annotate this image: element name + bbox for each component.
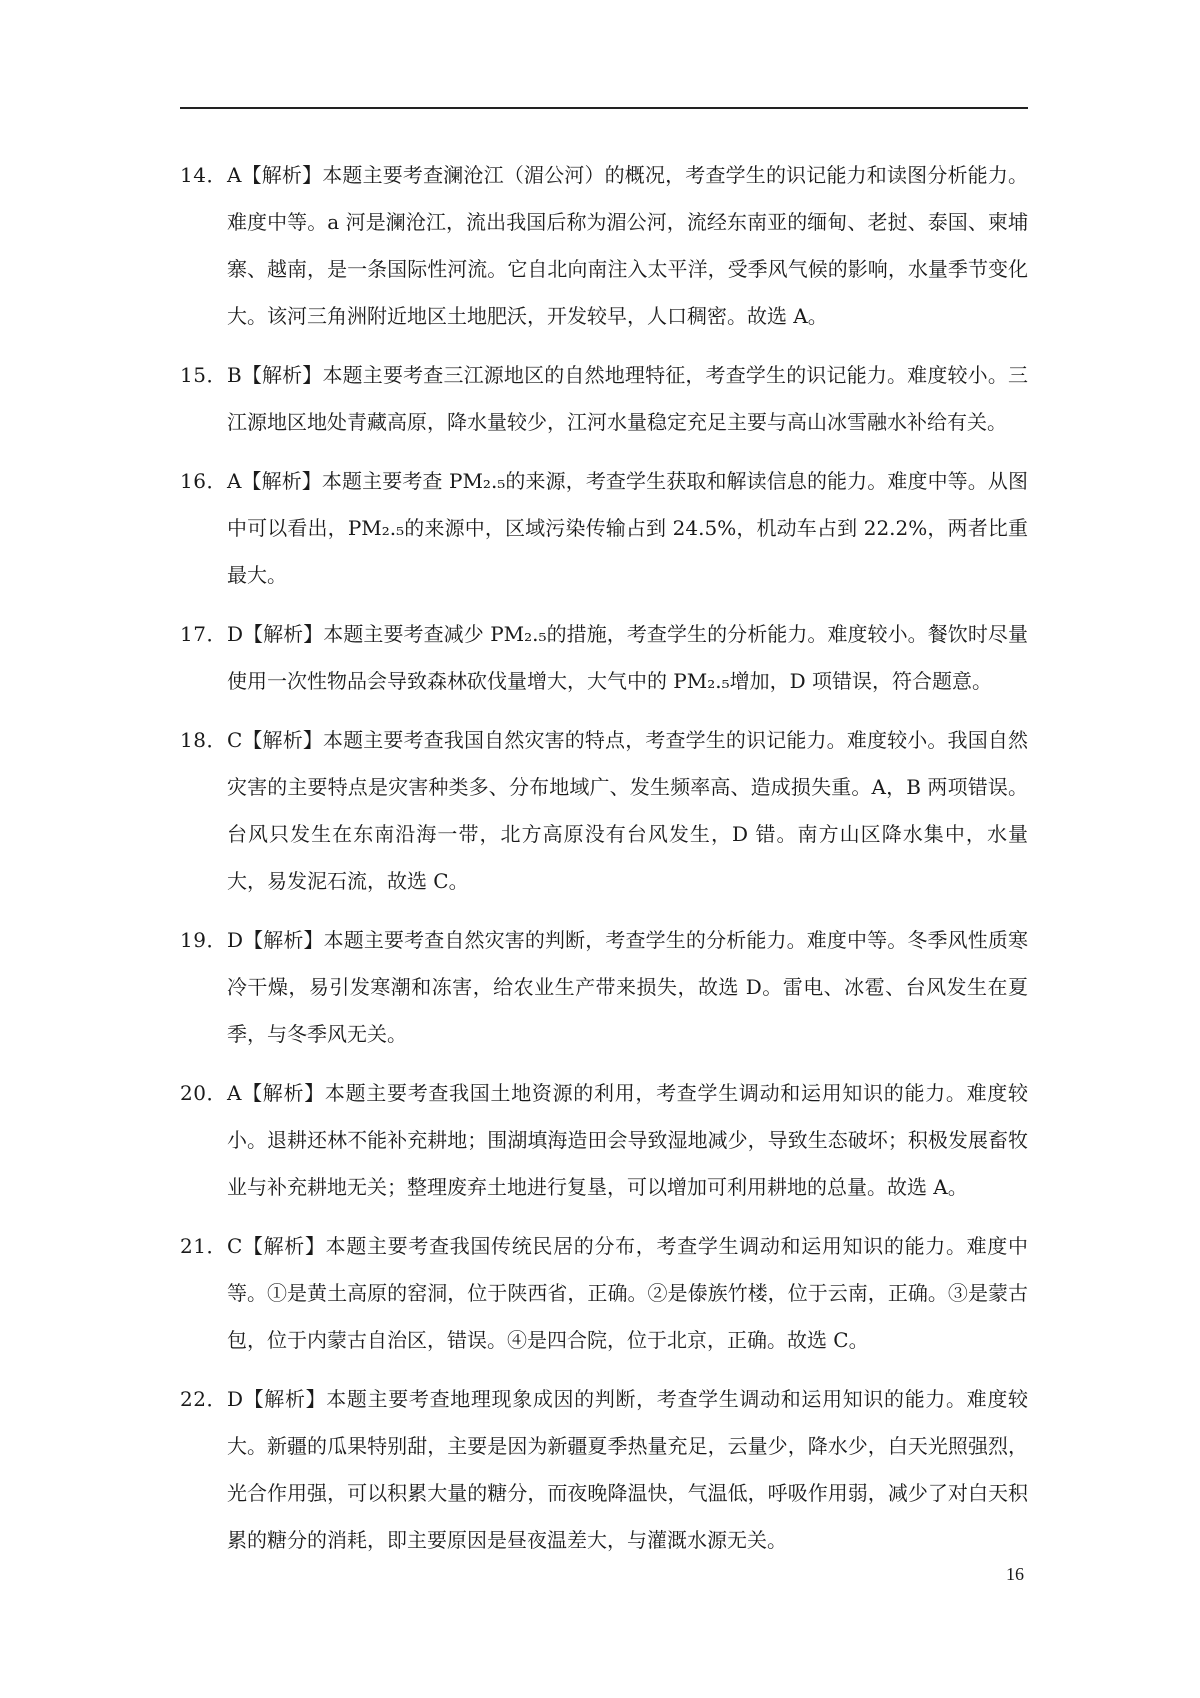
answer-item-21 xyxy=(180,1223,1028,1364)
answer-text: C【解析】本题主要考查我国传统民居的分布，考查学生调动和运用知识的能力。难度中等。①是黄土高原的窑洞，位于陕西省，正确。②是傣族竹楼，位于云南，正确。③是蒙古包，位于内蒙古自治区，错误。④是四合院，位于北京，正确。故选 C。 xyxy=(226,1234,1028,1352)
answer-text: A【解析】本题主要考查 PM₂.₅的来源，考查学生获取和解读信息的能力。难度中等。从图中可以看出，PM₂.₅的来源中，区域污染传输占到 24.5%，机动车占到 22.2%，两者比重最大。 xyxy=(226,469,1028,587)
answer-text: A【解析】本题主要考查澜沧江（湄公河）的概况，考查学生的识记能力和读图分析能力。难度中等。a 河是澜沧江，流出我国后称为湄公河，流经东南亚的缅甸、老挝、泰国、柬埔寨、越南，是一条国际性河流。它自北向南注入太平洋，受季风气候的影响，水量季节变化大。该河三角洲附近地区土地肥沃，开发较早，人口稠密。故选 A。 xyxy=(226,163,1028,328)
answer-number: 17． xyxy=(180,622,227,646)
answer-item-14 xyxy=(180,152,1028,340)
answer-text: B【解析】本题主要考查三江源地区的自然地理特征，考查学生的识记能力。难度较小。三江源地区地处青藏高原，降水量较少，江河水量稳定充足主要与高山冰雪融水补给有关。 xyxy=(226,363,1028,434)
answer-item-19 xyxy=(180,917,1028,1058)
page-number: 16 xyxy=(1006,1564,1024,1584)
answer-item-22 xyxy=(180,1376,1028,1564)
answer-number: 21． xyxy=(180,1234,227,1258)
answer-number: 16． xyxy=(180,469,227,493)
answer-item-17 xyxy=(180,611,1028,705)
answer-text: D【解析】本题主要考查减少 PM₂.₅的措施，考查学生的分析能力。难度较小。餐饮时尽量使用一次性物品会导致森林砍伐量增大，大气中的 PM₂.₅增加，D 项错误，符合题意。 xyxy=(226,622,1028,693)
answer-text: A【解析】本题主要考查我国土地资源的利用，考查学生调动和运用知识的能力。难度较小。退耕还林不能补充耕地；围湖填海造田会导致湿地减少，导致生态破坏；积极发展畜牧业与补充耕地无关；整理废弃土地进行复垦，可以增加可利用耕地的总量。故选 A。 xyxy=(226,1081,1028,1199)
answer-item-20 xyxy=(180,1070,1028,1211)
answer-text: D【解析】本题主要考查地理现象成因的判断，考查学生调动和运用知识的能力。难度较大。新疆的瓜果特别甜，主要是因为新疆夏季热量充足，云量少，降水少，白天光照强烈，光合作用强，可以积累大量的糖分，而夜晚降温快，气温低，呼吸作用弱，减少了对白天积累的糖分的消耗，即主要原因是昼夜温差大，与灌溉水源无关。 xyxy=(226,1387,1028,1552)
answer-number: 18． xyxy=(180,728,227,752)
answer-list xyxy=(180,152,1028,1576)
answer-number: 20． xyxy=(180,1081,227,1105)
answer-text: C【解析】本题主要考查我国自然灾害的特点，考查学生的识记能力。难度较小。我国自然灾害的主要特点是灾害种类多、分布地域广、发生频率高、造成损失重。A，B 两项错误。台风只发生在东南沿海一带，北方高原没有台风发生，D 错。南方山区降水集中，水量大，易发泥石流，故选 C。 xyxy=(226,728,1028,893)
answer-number: 19． xyxy=(180,928,227,952)
header-rule xyxy=(180,107,1028,109)
answer-number: 22． xyxy=(180,1387,227,1411)
answer-item-18 xyxy=(180,717,1028,905)
answer-number: 15． xyxy=(180,363,227,387)
answer-item-15 xyxy=(180,352,1028,446)
answer-text: D【解析】本题主要考查自然灾害的判断，考查学生的分析能力。难度中等。冬季风性质寒冷干燥，易引发寒潮和冻害，给农业生产带来损失，故选 D。雷电、冰雹、台风发生在夏季，与冬季风无关。 xyxy=(226,928,1028,1046)
answer-number: 14． xyxy=(180,163,227,187)
answer-item-16 xyxy=(180,458,1028,599)
